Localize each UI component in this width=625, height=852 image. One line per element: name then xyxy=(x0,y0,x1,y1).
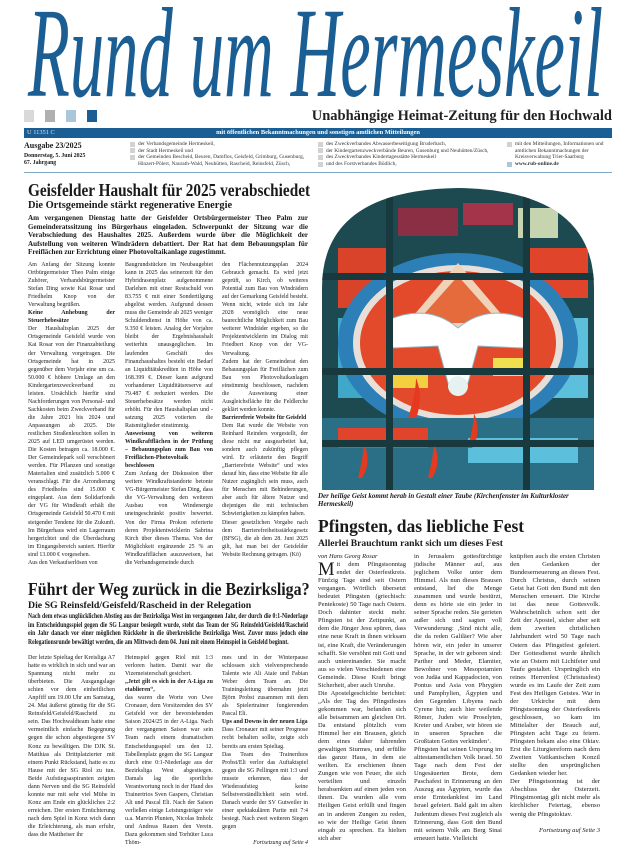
article-paragraph: Mit dem Pfingstsonntag endet der Osterfestkreis. Fünfzig Tage sind seit Ostern vergangen. Wörtlich übersetzt bedeutet Pfingsten (griechisch: Pentekoste) 50 Tage nach Ostern. Doch dahinter steckt mehr. Pfingsten ist der Zeitpunkt, an dem die Jünger Jesu spüren, dass eine neue Kraft in ihnen wirksam ist, eine Kraft, die Veränderungen schafft. Sie versöhnt mit Gott und auch untereinander. Sie macht aus so vielen Verschiedenen eine Gemeinde. Diese Kraft bringt Sicherheit, aber auch Unruhe. xyxy=(318,559,406,689)
article-paragraph: Zum Anfang der Diskussion über weitere Windkraftstandorte betonte VG-Bürgermeister Stefan Ding, dass die VG-Verwaltung den weiteren Ausbau von Windenergie uneingeschränkt positiv bewertet. Von der Firma Prokon referierte deren Projektentwicklerin Sabrina Kirch über dieses Thema. Von der Möglichkeit ergänzende 25 % an Windkraftflächen auszuweisen, hat die Verbandsgemeinde durch xyxy=(125,470,213,566)
header-divider xyxy=(24,172,612,173)
article-paragraph: Der Haushaltsplan 2025 der Ortsgemeinde Geisfeld wurde von Kai Rosar von der Finanzabteilung der Verwaltung vorgetragen. Die Ortsgemeinde hat in 2025 gegenüber dem Vorjahr eine um ca. 50.000 € höhere Umlage an den Kindergartenzweckverband zu leisten. Ursächlich hierfür sind Nachforderungen von Personal- und Sachkosten beim Zweckverband für die Jahre 2021 bis 2024 und Anpassungen ab 2025. Die restlichen Straßenleuchten sollen in 2025 auf LED umgerüstet werden. Die Kosten betragen ca. 18.000 €. Der Gemeindepark soll verschönert werden. Für Pflanzen und sonstige Materialien sind zusätzlich 5.000 € veranschlagt. Für die Arrondierung des Friedhofes sind 15.000 € eingeplant. Aus dem Solidarfonds der VG für Windkraft erhält die Ortsgemeinde Geisfeld 50.470 € mit steigender Tendenz für die Zukunft. Im Bürgerhaus wird ein Lagerraum hergerichtet und die Überdachung im Eingangsbereich saniert. Hierfür sind 13.000 € vorgesehen. xyxy=(28,325,115,558)
decor-square xyxy=(45,110,55,122)
decor-square xyxy=(87,110,97,122)
square-bullet-icon xyxy=(318,155,323,160)
article-paragraph: Der Pfingstsonntag ist der Abschluss der Osterzeit. Pfingstmontag gilt nicht mehr als kirchlicher Feiertag, ebenso wenig die Pfingstoktav. xyxy=(510,778,600,818)
article-paragraph: Am Anfang der Sitzung konnte Ortbürgermeister Theo Palm einige Zuhörer, Verbandsbürgermeister Stefan Ding sowie Kai Rosar und Friedhelm Knop von der Verwaltung begrüßen. xyxy=(28,261,115,309)
article-column xyxy=(318,553,406,843)
article-subheading: Barrierefreie Website für Geisfeld xyxy=(222,413,307,421)
article-paragraph: knüpften auch die ersten Christen den Gedanken der Bundeserneuerung an dieses Fest. Durch Christus, durch seinen Geist hat Gott den Bund mit den Menschen erneuert. Die Kirche ist das neue Gottesvolk. Wahrscheinlich schon seit der Zeit der Apostel, sicher aber seit dem zweiten christlichen Jahrhundert wird 50 Tage nach Ostern das Pfingstfest gefeiert. Der Gottesdienst wurde ähnlich wie an Ostern mit Lichtfeier und Taufe gestaltet. Ursprünglich ein reines Herrenfest (Christusfest) wurde es im Laufe der Zeit zum Fest des Heiligen Geistes. War in der Urkirche mit dem Pfingstsonntag der Osterfestkreis geschlossen, so kam im Mittelalter der Brauch auf, Pfingsten acht Tage zu feiern. Pfingsten bekam also eine Oktav. Erst die Liturgiereform nach dem Zweiten Vatikanischen Konzil stellte den ursprünglichen Gedanken wieder her. xyxy=(510,553,600,778)
article-subheading: „Jetzt gilt es sich in der A-Liga zu etablieren“, xyxy=(125,678,213,694)
issue-volume: 67. Jahrgang xyxy=(24,160,57,166)
masthead-logo xyxy=(0,0,625,110)
article-paragraph: in Jerusalem gottesfürchtige jüdische Männer auf, aus jeglichem Volke unter dem Himmel. Als nun dieses Brausen entstand, lief die Menge zusammen und wurde bestürzt, denn es hörte sie ein jeder in seiner Sprache reden. Sie gerieten außer sich und sagten voll Verwunderung: ‚Sind nicht alle, die da reden Galiläer? Wie aber hören wir, ein jeder in unserer Sprache, in der wir geboren sind: Parther und Meder, Elamiter, Bewohner von Mesopotamien von Judäa und Kappadocien, von Pontus und Asia von Phrygien und Pamphylien, Ägypten und den Gegenden Libyens nach Cyrene hin; auch hier weilende Römer, Juden wie Proselyten, Kreter und Araber, wir hören sie in unseren Sprachen die Großtaten Gottes verkünden‘. xyxy=(414,553,502,746)
publisher-list-2 xyxy=(318,141,498,167)
article-subheading: Ups and Downs in der neuen Liga xyxy=(222,718,308,726)
square-bullet-icon xyxy=(130,148,135,153)
square-bullet-icon xyxy=(130,155,135,160)
article-paragraph: Aus den Verkaufserlösen von xyxy=(28,558,98,566)
article-paragraph: Das Team des Trainerduos Probst/Eli verlor das Auftaktspiel gegen die SG Pellingen mit 1:3 und musste erkennen, dass der Wiederaufstieg keine Selbstverständlichkeit sein wird. Danach wurde der SV Gutweiler in einer spektakulären Partie mit 7:4 besiegt. Nach zwei weiteren Siegen gegen xyxy=(222,750,308,830)
article-column xyxy=(222,261,308,559)
list-item-text: www.rub-online.de xyxy=(515,160,559,167)
article-subhead: Die Ortsgemeinde stärkt regenerative Energie xyxy=(28,200,233,211)
square-bullet-icon xyxy=(318,148,323,153)
list-item-text: der Verbandsgemeinde Hermeskeil, xyxy=(138,141,215,147)
list-item-text: des Zweckverbandes Abwasserbeseitigung Bruderbach, xyxy=(326,141,447,147)
list-item-text: und des Forstverbandes Büdlich, xyxy=(326,160,397,167)
article-paragraph: Dem Rat wurde die Website von Reinhard Reinders vorgestellt, der diese nicht nur ausgearbeitet hat, sondern auch zukünftig pflegen wird. Er erläuterte den Begriff „Barrierefreie Website“ und wies darauf hin, dass eine Website für alle Nutzer zugänglich sein muss, auch für Menschen mit Behinderungen, aber auch für ältere Nutzer und diejenigen die mit technischen Schwierigkeiten zu kämpfen haben. xyxy=(222,421,308,518)
article-paragraph: den Flächennutzungsplan 2024 Gebrauch gemacht. Es wird jetzt geprüft, so Kirch, ob weiteres Potential zum Bau von Windrädern auf der Gemarkung Geisfeld besteht. Wenn nicht, würde sich im Jahr 2028 womöglich eine neue baurechtliche Möglichkeit zum Bau weiterer Windräder ergeben, so die Projektentwicklerin im Dialog mit Friedbert Knop von der VG-Verwaltung. xyxy=(222,261,308,357)
article-paragraph: Die Apostelgeschichte berichtet: „Als der Tag des Pfingstfestes gekommen war, befanden sich alle beisammen am gleichen Ort. Da entstand plötzlich vom Himmel her ein Brausen, gleich dem eines daher fahrenden gewaltigen Sturmes, und erfüllte das ganze Haus, in dem sie weilten. Es erschienen ihnen Zungen wie von Feuer, die sich verteilten und einzeln herabsenkten auf einen jeden von ihnen. Da wurden alle vom Heiligen Geist erfüllt und fingen an in anderen Zungen zu reden, so wie der Heilige Geist ihnen eingab zu sprechen. Es hielten sich aber xyxy=(318,689,406,842)
article-subhead: Allerlei Brauchtum rankt sich um dieses Fest xyxy=(318,538,503,549)
issue-date: Donnerstag, 5. Juni 2025 xyxy=(24,153,86,159)
article-paragraph: Der letzte Spieltag der Kreisliga A7 hatte es wirklich in sich und war an Spannung nicht mehr zu überbieten. Die Ausgangslage schien vor dem einheitlichen Anpfiff um 19.00 Uhr am Samstag, 24. Mai äußerst günstig für die SG Reinsfeld/Geisfeld/Rascheid zu sein. Das Hochwaldteam hatte eine vermeintlich einfache Begegnung gegen die schon abgestiegene SV Konz zu bewältigen. Die DJK St. Matthias als Drittplatzierter mit einem Punkt Rückstand, hatte es zu Hause mit der SG Riol zu tun. Beide Aufstiegsaspiranten zeigten dann Nerven und die SG Reinsfeld konnte nur mit sehr viel Mühe in Konz am Ende ein glückliches 2:2 erreichen. Der ersten Ernüchterung nach dem Spiel in Konz wich dann die Erleichterung, als man erfuhr, dass die Mattheiser ihr xyxy=(28,654,115,839)
publisher-list-1 xyxy=(130,141,310,167)
article-lead: Am vergangenen Dienstag hatte der Geisfelder Ortsbürgermeister Theo Palm zur Gemeinderatssitzung ins Bürgerhaus eingeladen. Schwerpunkt der Sitzung war die Verabschiedung des Haushaltes 2025. Außerdem wurde über die Möglichkeit der Aufstellung von weiteren Windrädern debattiert. Der Rat hat dem Bebauungsplan für Freiflächen zur Errichtung einer Photovoltaikanlage zugestimmt. xyxy=(28,214,308,257)
tagline: Unabhängige Heimat-Zeitung für den Hochwald xyxy=(311,108,612,124)
publisher-list-item xyxy=(507,141,612,161)
square-bullet-icon xyxy=(507,142,512,147)
article-column xyxy=(28,261,115,567)
article-column xyxy=(414,553,502,843)
article-paragraph: Heimspiel gegen Riol mit 1:3 verloren hatten. Damit war die Vizemeisterschaft gesichert. xyxy=(125,654,213,678)
article-column xyxy=(510,553,600,835)
article-headline: Führt der Weg zurück in die Bezirksliga? xyxy=(28,579,310,599)
square-bullet-icon xyxy=(318,142,323,147)
article-headline: Pfingsten, das liebliche Fest xyxy=(318,516,525,536)
announcement-text: mit öffentlichen Bekanntmachungen und sonstigen amtlichen Mitteilungen xyxy=(216,129,420,136)
article-paragraph: Pfingsten hat seinen Ursprung im alttestamentlichen Volk Israel. 50 Tage nach dem Fest der Ungesäuerten Brote, dem Paschafest in Erinnerung an den Auszug aus Ägypten, wurde das erste Erntedankfest im Land Israel gefeiert. Bald galt im alten Judentum dieses Fest zugleich als Erinnerung, dass Gott den Bund mit seinem Volk am Berg Sinai erneuert hatte. Vielleicht xyxy=(414,746,502,842)
list-item-text: der Gemeinden Bescheid, Beuren, Damflos, Geisfeld, Grimburg, Gusenburg, Hinzert-Pölert, Naurath-Wald, Neuhütten, Rascheid, Reinsfeld, Züsch, xyxy=(138,154,305,167)
publisher-list-item xyxy=(318,161,498,168)
photo-caption: Der heilige Geist kommt herab in Gestalt einer Taube (Kirchenfenster im Kulturkloster Hermeskeil) xyxy=(318,492,569,509)
article-column xyxy=(125,654,213,847)
continuation-note: Fortsetzung auf Seite 3 xyxy=(539,826,600,834)
postal-code: U 11351 C xyxy=(27,129,55,136)
decor-square xyxy=(66,110,76,122)
issue-number: Ausgabe 23/2025 xyxy=(24,141,82,150)
continuation-note: Fortsetzung auf Seite 4 xyxy=(253,839,308,847)
list-item-text: mit den Mitteilungen, Informationen und amtlichen Bekanntmachungen der Kreisverwaltung Trier-Saarburg xyxy=(515,141,604,161)
square-bullet-icon xyxy=(507,162,512,167)
article-paragraph: das waren die Worte von Uwe Cronauer, dem Vorsitzenden des SV Geisfeld vor der bevorstehenden Saison 2024/25 in der A-Liga. Nach der vergangenen Saison war sein Team nach einem dramatischen Entscheidungsspiel um den 12. Tabellenplatz gegen die SG Langsur durch eine 0:1-Niederlage aus der Bezirksliga West abgestiegen. Damals lag die sportliche Verantwortung noch in der Hand des Trainertrios Sven Gaspers, Christian Alt und Pascal Eli. Nach der Saison verließen einige Leistungsträger wie u.a. Marvin Plunien, Nicolas Imholz und Andreas Rauen den Verein. Dazu gekommen sind Torhüter Luca Thöm- xyxy=(125,694,213,847)
publisher-list-item xyxy=(130,141,310,148)
stained-glass-window-photo xyxy=(318,178,598,490)
publisher-list-item xyxy=(318,148,498,155)
website-link[interactable] xyxy=(507,161,612,168)
article-column xyxy=(125,261,213,567)
article-column xyxy=(28,654,115,839)
list-item-text: der Kindergartenzweckverbände Beuren, Gusenburg und Neuhütten/Züsch, xyxy=(326,147,489,154)
square-bullet-icon xyxy=(318,162,323,167)
article-paragraph: mes und in der Winterpause schlossen sich vielversprechende Talente wie Ali Ataie und Fabian Weber dem Team an. Die Trainingsleitung übernahm jetzt Björn Probst zusammen mit dem als Spielertrainer fungierenden Pascal Eli. xyxy=(222,654,308,718)
article-paragraph: Baugrundstücken im Neubaugebiet kann in 2025 das seinerzeit für den Hybridrasenplatz aufgenommene Darlehen mit einer Restschuld von 83.755 € mit einer Sondertilgung abgelöst werden. Aufgrund dessen muss die Gemeinde ab 2025 weniger Schuldendienst in Höhe von ca. 9.350 € leisten. Analog der Vorjahre bleibt der Ergebnishaushalt weiterhin unausgeglichen. Im laufenden Geschäft des Finanzhaushaltes besteht ein Bedarf an Liquiditätskrediten in Höhe von 168.399 €. Dieser kann aufgrund vorhandener Liquiditätsreserve auf 79.487 € reduziert werden. Die Steuerhebesätze werden nicht erhöht. Für den Haushaltsplan und -satzung 2025 votierten die Ratsmitglieder einstimmig. xyxy=(125,261,213,429)
list-item-text: des Zweckverbandes Kindertagesstätte Hermeskeil xyxy=(326,154,437,161)
decor-square xyxy=(24,110,34,122)
article-column xyxy=(222,654,308,847)
issue-info xyxy=(24,141,104,167)
list-item-text: der Stadt Hermeskeil und xyxy=(138,147,193,154)
article-paragraph: Dass Cronauer mit seiner Prognose recht behalten sollte, zeigte sich bereits am ersten Spieltag. xyxy=(222,726,308,750)
article-paragraph: Zudem hat der Gemeinderat den Bebauungsplan für Freiflächen zum Bau von Photovoltaikanlagen einstimmig beschlossen, nachdem die Ausweisung einer Ausgleichsfläche für die Feldlerche geklärt werden konnte. xyxy=(222,357,308,413)
square-bullet-icon xyxy=(130,142,135,147)
publisher-list-item xyxy=(318,141,498,148)
article-headline: Geisfelder Haushalt für 2025 verabschiedet xyxy=(28,180,311,200)
article-byline: von Hans Georg Rosar xyxy=(318,553,378,560)
article-paragraph: Dieser gesetzlichen Vorgabe nach dem Barrierefreiheitsstärkegesetz (BFSG), die ab dem 28. Juni 2025 gilt, hat man bei der Geisfelder Website Rechnung getragen. (Kö) xyxy=(222,518,308,558)
article-subheading: Ausweisung von weiteren Windkraftflächen in der Prüfung – Bebauungsplan zum Bau von Freiflächen-Photovoltaik beschlossen xyxy=(125,429,213,470)
article-subhead: Die SG Reinsfeld/Geisfeld/Rascheid in der Relegation xyxy=(28,600,252,611)
article-lead: Nach dem etwas unglücklichen Abstieg aus der Bezirksliga West im vergangenen Jahr, der durch die 0:1-Niederlage im Entscheidungsspiel gegen die SG Langsur besiegelt wurde, steht das Team der SG Reinsfeld/Geisfeld/Rascheid ein Jahr danach vor einer möglichen Rückkehr in die überkreisliche Bezirksliga West. Zuvor muss jedoch eine Relegationsrunde bewältigt werden, die am Mittwoch dem 04. Juni mit einem Heimspiel in Geisfeld beginnt. xyxy=(28,613,308,646)
announcement-bar xyxy=(24,128,612,138)
publisher-list-item xyxy=(318,154,498,161)
publisher-list-3 xyxy=(507,141,612,167)
logo-title: Rund um Hermeskeil xyxy=(27,0,604,110)
publisher-list-item xyxy=(130,154,310,167)
article-subheading: Keine Anhebung der Steuerhebesätze xyxy=(28,309,115,325)
